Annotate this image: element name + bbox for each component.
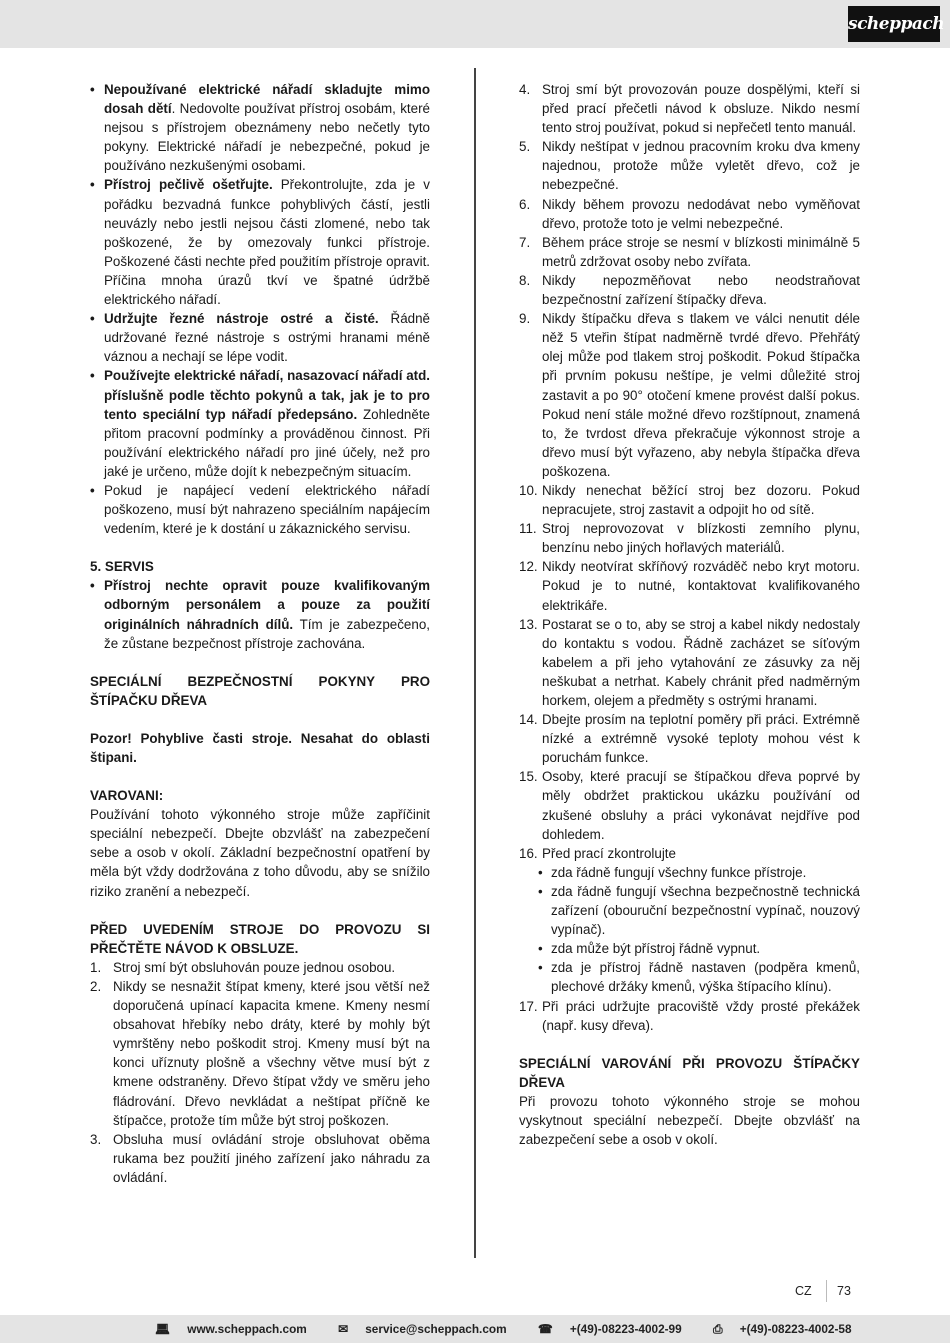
list-item: 8. Nikdy nepozměňovat nebo neodstraňovat bezpečnostní zařízení štípačky dřeva. [519, 272, 860, 308]
sub-list-item: • zda je přístroj řádně nastaven (podpěra kmenů, plechové držáky kmenů, výška štípacího klínu). [519, 958, 860, 996]
caution-text: Pozor! Pohyblive časti stroje. Nesahat do oblasti štipani. [90, 730, 430, 765]
list-item: 14. Dbejte prosím na teplotní poměry při práci. Extrémně nízké a extrémně vysoké teploty mohou vést k poruchám funkce. [519, 712, 860, 766]
website-item [155, 1322, 321, 1336]
contact-line [155, 1322, 880, 1337]
computer-icon: 💻︎ [155, 1322, 170, 1336]
bullet-cutting-tools: • Udržujte řezné nástroje ostré a čisté. Řádně udržované řezné nástroje s ostrými hranami méně váznou a nechají se lépe vodit. [90, 309, 430, 366]
fax-item [713, 1322, 866, 1336]
fax-number: +(49)-08223-4002-58 [739, 1322, 852, 1336]
list-item: 15. Osoby, které pracují se štípačkou dřeva poprvé by měly obdržet praktickou ukázku používání od zkušené obsluhy a práci vykonávat nejdříve pod dohledem. [519, 769, 860, 842]
sub-list-item: • zda řádně fungují všechna bezpečnostně technická zařízení (obouruční bezpečnostní vypínač, nouzový vypínač). [519, 882, 860, 939]
footer-bar [0, 1315, 950, 1343]
list-item: 6. Nikdy během provozu nedodávat nebo vyměňovat dřevo, protože toto je velmi nebezpečné. [519, 196, 860, 231]
sub-list-item: • zda řádně fungují všechny funkce přístroje. [519, 863, 860, 882]
list-item: 5. Nikdy neštípat v jednou pracovním kroku dva kmeny najednou, protože může vyletět dřevo, což je nebezpečné. [519, 139, 860, 193]
warning-paragraph: Používání tohoto výkonného stroje může zapříčinit speciální nebezpečí. Dbejte obzvlášť na zabezpečení sebe a osob v okolí. Základní bezpečnostní opatření by měla být vždy dodržována z toho důvodu, aby se snížilo riziko zranění a nebezpečí. [90, 807, 430, 899]
list-item: 1. Stroj smí být obsluhován pouze jednou osobou. [90, 959, 396, 975]
list-item: 17. Při práci udržujte pracoviště vždy prosté překážek (např. kusy dřeva). [519, 998, 860, 1033]
footer-separator [826, 1280, 827, 1302]
section-heading-special: SPECIÁLNÍ BEZPEČNOSTNÍ POKYNY PRO ŠTÍPAČKU DŘEVA [90, 673, 430, 708]
column-divider [474, 68, 476, 1258]
list-item: 9. Nikdy štípačku dřeva s tlakem ve válci nenutit déle něž 5 vteřin štípat nadměrně tvrdé dřevo. Přehřátý olej může pod tlakem stroj poškodit. Pokud štípačka při prvním pokusu neštípe, je velmi důležité stroj zastavit a po 90° otočení kmene provést další pokus. Pokud není stále možné dřevo rozštípnout, znamená to, že tvrdost dřeva překračuje výkonnost stroje a dřevo musí být vyřazeno, aby nebyla štípačka dřeva poškozena. [519, 311, 860, 479]
bullet-usage: • Používejte elektrické nářadí, nasazovací nářadí atd. příslušně podle těchto pokynů a tak, jak je to pro tento speciální typ nářadí předepsáno. Zohledněte přitom pracovní podmínky a prováděnou činnost. Při používání elektrického nářadí pro jiné účely, než pro jaké je určeno, může dojít k nebezpečným situacím. [90, 366, 430, 481]
phone-number: +(49)-08223-4002-99 [569, 1322, 682, 1336]
list-item: 10. Nikdy nenechat běžící stroj bez dozoru. Pokud nepracujete, stroj zastavit a odpojit ho od sítě. [519, 482, 860, 518]
fax-icon: ⎙︎ [712, 1322, 723, 1336]
phone-item [538, 1322, 696, 1336]
section-heading-servis: 5. SERVIS [90, 559, 154, 575]
page-number: 73 [837, 1284, 851, 1298]
list-item: 12. Nikdy neotvírat skříňový rozváděč nebo kryt motoru. Pokud je to nutné, kontaktovat kvalifikovaného elektrikáře. [519, 559, 860, 613]
section-heading-before-use: PŘED UVEDENÍM STROJE DO PROVOZU SI PŘEČTĚTE NÁVOD K OBSLUZE. [90, 921, 430, 956]
special-warning-paragraph: Při provozu tohoto výkonného stroje se mohou vyskytnout speciální nebezpečí. Dbejte obzvlášť na zabezpečení sebe a osob v okolí. [519, 1093, 860, 1148]
email-link[interactable]: service@scheppach.com [365, 1322, 507, 1336]
list-item: 2. Nikdy se nesnažit štípat kmeny, které jsou větší než doporučená upínací kapacita kmene. Kmeny nesmí obsahovat hřebíky nebo dráty, které by mohly být vymrštěny nebo poškodit stroj. Kmeny musí být na konci uříznuty plošně a všechny větve musí být z kmene odstraněny. Dřevo štípat vždy ve směru jeho fládrování. Dřevo nevkládat a neštípat příčně ke štípačce, protože tím může být stroj poškozen. [90, 978, 430, 1128]
left-column [90, 80, 430, 1187]
bullet-storage: • Nepoužívané elektrické nářadí skladujte mimo dosah dětí. Nedovolte používat přístroj osobám, které nejsou s přístrojem obeznámeny nebo nečetly tyto pokyny. Elektrické nářadí je nebezpečné, pokud je používáno nezkušenými osobami. [90, 80, 430, 175]
bullet-care: • Přístroj pečlivě ošetřujte. Překontrolujte, zda je v pořádku bezvadná funkce pohyblivých částí, jestli neuvázly nebo jestli nejsou části zlomené, nebo tak poškozené, že by omezovaly funkci přístroje. Poškozené části nechte před použitím přístroje opravit. Příčina mnoha úrazů tkví ve špatné údržbě elektrického nářadí. [90, 175, 430, 309]
list-item: 3. Obsluha musí ovládání stroje obsluhovat oběma rukama bez použití jiného zařízení jako náhradu za ovládání. [90, 1131, 430, 1185]
brand-logo: scheppach [848, 6, 940, 42]
phone-icon: ☎︎ [537, 1322, 553, 1336]
email-item [338, 1322, 521, 1336]
language-code: CZ [795, 1284, 812, 1298]
section-heading-special-warning: SPECIÁLNÍ VAROVÁNÍ PŘI PROVOZU ŠTÍPAČKY DŘEVA [519, 1055, 860, 1090]
website-link[interactable]: www.scheppach.com [187, 1322, 307, 1336]
list-item: 16. Před prací zkontrolujte [519, 845, 676, 861]
list-item: 11. Stroj neprovozovat v blízkosti zemního plynu, benzínu nebo jiných hořlavých materiálů. [519, 521, 860, 556]
list-item: 7. Během práce stroje se nesmí v blízkosti minimálně 5 metrů zdržovat osoby nebo zvířata. [519, 234, 860, 269]
bullet-power-cord: • Pokud je napájecí vedení elektrického nářadí poškozeno, musí být nahrazeno speciálním napájecím vedením, které je k dostání u zákaznického servisu. [90, 481, 430, 538]
bullet-repair: • Přístroj nechte opravit pouze kvalifikovaným odborným personálem a pouze za použití originálních náhradních dílů. Tím je zabezpečeno, že zůstane bezpečnost přístroje zachována. [90, 576, 430, 652]
right-column [519, 80, 860, 1149]
warning-heading: VAROVANI: [90, 788, 164, 804]
list-item: 4. Stroj smí být provozován pouze dospělými, kteří si před prací přečetli návod k obsluze. Nikdo nesmí tento stroj používat, pokud si nepřečetl tento manuál. [519, 82, 860, 136]
sub-list-item: • zda může být přístroj řádně vypnut. [519, 939, 860, 958]
header-bar [0, 0, 950, 48]
list-item: 13. Postarat se o to, aby se stroj a kabel nikdy nedostaly do kontaktu s vodou. Řádně zacházet se síťovým kabelem a při jeho vytahování ze zásuvky za něj neškubat a netrhat. Kabely chránit před nadměrným horkem, olejem a předměty s ostrými hranami. [519, 616, 860, 708]
mail-icon: ✉︎ [338, 1322, 348, 1336]
